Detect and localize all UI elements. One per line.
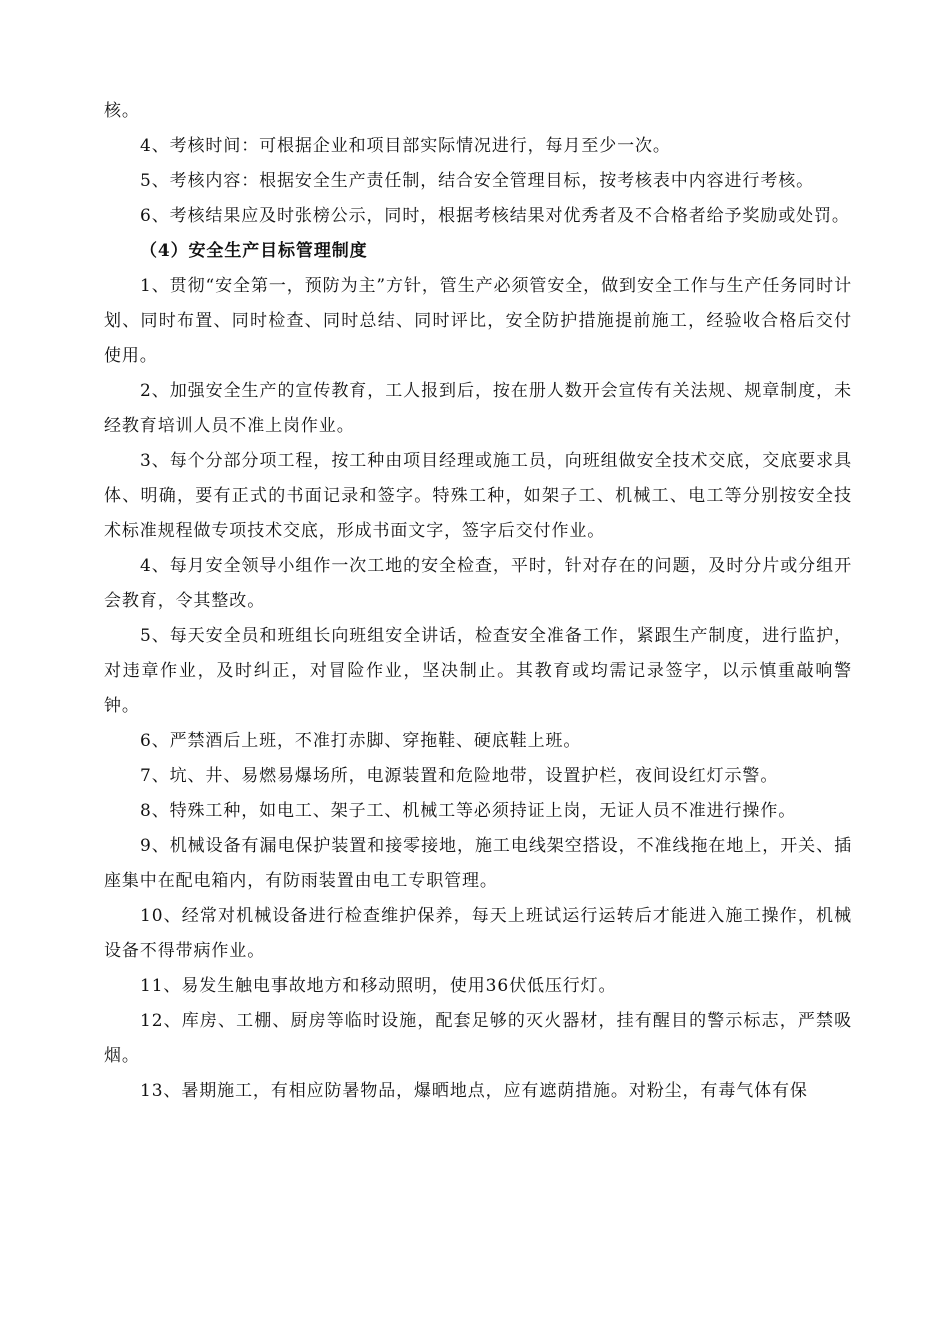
paragraph-assessment-content: 5、考核内容：根据安全生产责任制，结合安全管理目标，按考核表中内容进行考核。 [140, 171, 815, 191]
rule-item: 7、坑、井、易燃易爆场所，电源装置和危险地带，设置护栏，夜间设红灯示警。 [140, 766, 779, 786]
rule-item: 13、暑期施工，有相应防暑物品，爆晒地点，应有遮荫措施。对粉尘，有毒气体有保 [140, 1081, 808, 1101]
rule-item: 8、特殊工种，如电工、架子工、机械工等必须持证上岗，无证人员不准进行操作。 [140, 801, 797, 821]
paragraph-assessment-time: 4、考核时间：可根据企业和项目部实际情况进行，每月至少一次。 [140, 136, 671, 156]
rule-item: 10、经常对机械设备进行检查维护保养，每天上班试运行运转后才能进入施工操作，机械设备不得带病作业。 [104, 906, 852, 961]
rule-item: 4、每月安全领导小组作一次工地的安全检查，平时，针对存在的问题，及时分片或分组开会教育，令其整改。 [104, 556, 852, 611]
rule-item: 5、每天安全员和班组长向班组安全讲话，检查安全准备工作，紧跟生产制度，进行监护，对违章作业，及时纠正，对冒险作业，坚决制止。其教育或均需记录签字，以示慎重敲响警钟。 [104, 626, 852, 716]
rule-item: 2、加强安全生产的宣传教育，工人报到后，按在册人数开会宣传有关法规、规章制度，未经教育培训人员不准上岗作业。 [104, 381, 852, 436]
rule-item: 11、易发生触电事故地方和移动照明，使用36伏低压行灯。 [140, 976, 617, 996]
rule-item: 6、严禁酒后上班，不准打赤脚、穿拖鞋、硬底鞋上班。 [140, 731, 582, 751]
rule-item: 1、贯彻“安全第一，预防为主”方针，管生产必须管安全，做到安全工作与生产任务同时计划、同时布置、同时检查、同时总结、同时评比，安全防护措施提前施工，经验收合格后交付使用。 [104, 276, 852, 366]
rule-item: 12、库房、工棚、厨房等临时设施，配套足够的灭火器材，挂有醒目的警示标志，严禁吸烟。 [104, 1011, 852, 1066]
paragraph-assessment-result: 6、考核结果应及时张榜公示，同时，根据考核结果对优秀者及不合格者给予奖励或处罚。 [140, 206, 850, 226]
document-page [104, 94, 852, 1109]
rule-item: 9、机械设备有漏电保护装置和接零接地，施工电线架空搭设，不准线拖在地上，开关、插座集中在配电箱内，有防雨装置由电工专职管理。 [104, 836, 852, 891]
paragraph-continuation: 核。 [104, 101, 140, 121]
rule-item: 3、每个分部分项工程，按工种由项目经理或施工员，向班组做安全技术交底，交底要求具体、明确，要有正式的书面记录和签字。特殊工种，如架子工、机械工、电工等分别按安全技术标准规程做专项技术交底，形成书面文字，签字后交付作业。 [104, 451, 852, 541]
section-heading: （4）安全生产目标管理制度 [140, 241, 368, 261]
